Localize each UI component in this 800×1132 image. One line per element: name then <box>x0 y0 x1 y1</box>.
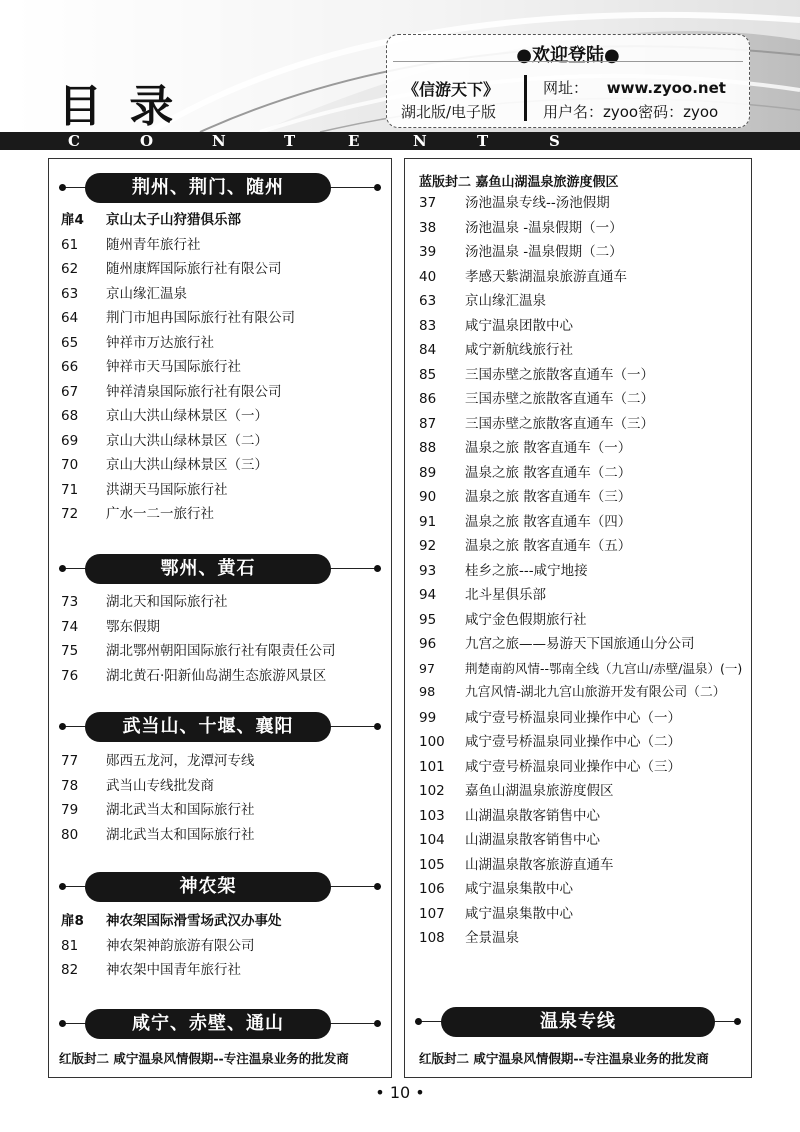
site-label: 网址： <box>543 79 589 97</box>
bullet-dot <box>59 565 66 572</box>
entry-title: 洪湖天马国际旅行社 <box>106 481 228 498</box>
toc-item[interactable] <box>61 798 255 823</box>
bullet-dot <box>374 565 381 572</box>
toc-item[interactable] <box>419 853 742 878</box>
entry-title: 荆门市旭冉国际旅行社有限公司 <box>106 310 295 326</box>
toc-item[interactable] <box>419 730 742 755</box>
cover-ad-note[interactable]: 蓝版封二 嘉鱼山湖温泉旅游度假区 <box>419 175 619 190</box>
page-number: 76 <box>61 667 79 684</box>
entry-title: 京山太子山狩猎俱乐部 <box>106 212 241 228</box>
entry-title: 神农架神韵旅游有限公司 <box>106 937 255 954</box>
page-number: 107 <box>419 905 445 922</box>
entry-title: 咸宁温泉集散中心 <box>465 881 573 897</box>
welcome-vertical-bar <box>524 75 527 121</box>
entry-title: 神农架中国青年旅行社 <box>106 962 241 978</box>
page-number: 70 <box>61 457 79 473</box>
entry-title: 三国赤壁之旅散客直通车（二） <box>465 391 654 407</box>
entry-title: 温泉之旅 散客直通车（一） <box>465 440 632 456</box>
user-credentials: 用户名：zyoo密码：zyoo <box>543 103 719 121</box>
contents-letter: S <box>549 132 560 150</box>
toc-item[interactable] <box>419 240 742 265</box>
page-number: 94 <box>419 587 437 603</box>
toc-item[interactable] <box>61 257 295 282</box>
bullet-dot <box>374 723 381 730</box>
page-number: 75 <box>61 643 79 659</box>
section-list <box>61 208 295 527</box>
section-title: 温泉专线 <box>441 1007 715 1037</box>
contents-letter: T <box>284 132 296 150</box>
toc-item[interactable] <box>419 534 742 559</box>
toc-item[interactable] <box>61 502 295 527</box>
brand-name: 《信游天下》 <box>403 80 500 99</box>
entry-title: 郧西五龙河，龙潭河专线 <box>106 753 255 769</box>
toc-item[interactable] <box>419 216 742 241</box>
toc-item[interactable] <box>419 779 742 804</box>
toc-item[interactable] <box>419 485 742 510</box>
entry-title: 神农架国际滑雪场武汉办事处 <box>106 913 282 929</box>
page-number: 83 <box>419 317 437 334</box>
bullet-dot <box>374 883 381 890</box>
page-number: 104 <box>419 832 445 848</box>
toc-item[interactable] <box>419 926 742 951</box>
toc-item[interactable] <box>61 749 255 774</box>
hot-spring-list <box>419 191 742 951</box>
entry-title: 山湖温泉散客旅游直通车 <box>465 856 614 873</box>
page-number: 63 <box>61 285 79 302</box>
page-number: 63 <box>419 293 437 309</box>
bullet-dot <box>59 883 66 890</box>
page-number: 68 <box>61 408 79 424</box>
page-number: 69 <box>61 432 79 449</box>
page-number: 91 <box>419 513 437 530</box>
entry-title: 湖北天和国际旅行社 <box>106 594 228 610</box>
entry-title: 随州青年旅行社 <box>106 236 201 253</box>
entry-title: 嘉鱼山湖温泉旅游度假区 <box>465 783 614 799</box>
bullet-dot <box>374 184 381 191</box>
page-number: 95 <box>419 611 437 628</box>
entry-title: 随州康辉国际旅行社有限公司 <box>106 261 282 277</box>
toc-item[interactable] <box>419 314 742 339</box>
toc-item[interactable] <box>61 664 336 689</box>
section-header <box>49 872 391 902</box>
entry-title: 山湖温泉散客销售中心 <box>465 832 600 848</box>
page-number: 98 <box>419 685 436 700</box>
right-toc-panel <box>404 158 752 1078</box>
toc-item[interactable] <box>419 608 742 633</box>
page-number: 71 <box>61 481 79 498</box>
page-number: 88 <box>419 440 437 456</box>
section-title: 咸宁、赤壁、通山 <box>85 1009 331 1039</box>
section-header <box>49 173 391 203</box>
site-line <box>543 77 726 98</box>
bullet-dot <box>59 1020 66 1027</box>
page-number: 103 <box>419 807 445 824</box>
page-number: 89 <box>419 464 437 481</box>
toc-item[interactable] <box>419 265 742 290</box>
entry-title: 全景温泉 <box>465 930 519 946</box>
entry-title: 湖北武当太和国际旅行社 <box>106 802 255 818</box>
section-title: 荆州、荆门、随州 <box>85 173 331 203</box>
page-number: 92 <box>419 538 437 554</box>
toc-item[interactable] <box>61 909 282 934</box>
page-number: 82 <box>61 962 79 978</box>
welcome-divider <box>393 61 743 62</box>
entry-title: 咸宁温泉团散中心 <box>465 317 573 334</box>
toc-item[interactable] <box>61 429 295 454</box>
toc-item[interactable] <box>419 387 742 412</box>
toc-item[interactable] <box>61 306 295 331</box>
section-list <box>61 590 336 688</box>
toc-item[interactable] <box>419 436 742 461</box>
toc-item[interactable] <box>61 958 282 983</box>
page-number: 90 <box>419 489 437 505</box>
toc-item[interactable] <box>61 331 295 356</box>
entry-title: 北斗星俱乐部 <box>465 587 546 603</box>
entry-title: 咸宁壹号桥温泉同业操作中心（二） <box>465 734 681 750</box>
toc-item[interactable] <box>61 774 255 799</box>
entry-title: 桂乡之旅---咸宁地接 <box>465 562 588 579</box>
page-number: 39 <box>419 244 437 260</box>
cover-ad-note[interactable]: 红版封二 咸宁温泉风情假期--专注温泉业务的批发商 <box>419 1051 709 1066</box>
entry-title: 温泉之旅 散客直通车（五） <box>465 538 632 554</box>
page-number: 73 <box>61 594 79 610</box>
toc-item[interactable] <box>419 755 742 780</box>
page-number: 78 <box>61 777 79 794</box>
toc-item[interactable] <box>419 681 742 706</box>
toc-item[interactable] <box>419 461 742 486</box>
entry-title: 钟祥市天马国际旅行社 <box>106 359 241 375</box>
left-toc-panel <box>48 158 392 1078</box>
page-number: 102 <box>419 783 445 799</box>
contents-letter: N <box>212 132 226 150</box>
section-list <box>61 909 282 983</box>
entry-title: 咸宁温泉集散中心 <box>465 905 573 922</box>
page-number: 67 <box>61 383 79 400</box>
toc-item[interactable] <box>419 632 742 657</box>
page-title: 目 录 <box>58 81 180 132</box>
section-header <box>49 712 391 742</box>
edition-label: 湖北版/电子版 <box>401 103 497 121</box>
entry-title: 京山大洪山绿林景区（三） <box>106 457 268 473</box>
entry-title: 咸宁壹号桥温泉同业操作中心（一） <box>465 709 681 726</box>
page-number: 105 <box>419 856 445 873</box>
toc-item[interactable] <box>61 590 336 615</box>
entry-title: 京山缘汇温泉 <box>106 285 187 302</box>
entry-title: 钟祥清泉国际旅行社有限公司 <box>106 383 282 400</box>
toc-item[interactable] <box>61 208 295 233</box>
page-number: 扉4 <box>61 212 84 228</box>
entry-title: 湖北武当太和国际旅行社 <box>106 826 255 843</box>
toc-item[interactable] <box>61 615 336 640</box>
toc-item[interactable] <box>419 289 742 314</box>
page-number: 80 <box>61 826 79 843</box>
page-number: 65 <box>61 334 79 351</box>
contents-letter: C <box>68 132 80 150</box>
entry-title: 九宫之旅——易游天下国旅通山分公司 <box>465 636 695 652</box>
toc-item[interactable] <box>61 233 295 258</box>
toc-item[interactable] <box>419 559 742 584</box>
entry-title: 温泉之旅 散客直通车（二） <box>465 464 632 481</box>
toc-item[interactable] <box>419 191 742 216</box>
page-number: 38 <box>419 219 437 236</box>
entry-title: 汤池温泉专线--汤池假期 <box>465 195 610 211</box>
section-title: 武当山、十堰、襄阳 <box>85 712 331 742</box>
welcome-title: ●欢迎登陆● <box>516 45 620 66</box>
page-number: 40 <box>419 268 437 285</box>
toc-item[interactable] <box>419 510 742 535</box>
page-number: 101 <box>419 758 445 775</box>
toc-item[interactable] <box>61 453 295 478</box>
toc-item[interactable] <box>419 412 742 437</box>
entry-title: 孝感天紫湖温泉旅游直通车 <box>465 268 627 285</box>
entry-title: 广水一二一旅行社 <box>106 506 214 522</box>
entry-title: 温泉之旅 散客直通车（四） <box>465 513 632 530</box>
page-number: 66 <box>61 359 79 375</box>
contents-letter: E <box>348 132 360 150</box>
entry-title: 京山缘汇温泉 <box>465 293 546 309</box>
section-header <box>49 1009 391 1039</box>
toc-item[interactable] <box>419 657 742 682</box>
entry-title: 湖北黄石·阳新仙岛湖生态旅游风景区 <box>106 667 327 684</box>
entry-title: 汤池温泉 -温泉假期（一） <box>465 219 623 236</box>
bullet-dot <box>734 1018 741 1025</box>
toc-item[interactable] <box>419 583 742 608</box>
page-number: 扉8 <box>61 913 84 929</box>
entry-title: 温泉之旅 散客直通车（三） <box>465 489 632 505</box>
toc-item[interactable] <box>61 282 295 307</box>
entry-title: 九宫风情-湖北九宫山旅游开发有限公司（二） <box>465 685 726 700</box>
page-number: 81 <box>61 937 79 954</box>
entry-title: 京山大洪山绿林景区（一） <box>106 408 268 424</box>
page-number: 106 <box>419 881 445 897</box>
page-number: 72 <box>61 506 79 522</box>
bullet-dot <box>59 723 66 730</box>
entry-title: 鄂东假期 <box>106 618 160 635</box>
toc-item[interactable] <box>419 363 742 388</box>
site-url[interactable]: www.zyoo.net <box>606 79 726 97</box>
toc-item[interactable] <box>61 639 336 664</box>
bullet-dot <box>374 1020 381 1027</box>
entry-title: 武当山专线批发商 <box>106 777 214 794</box>
toc-item[interactable] <box>419 877 742 902</box>
page-header <box>0 0 800 150</box>
entry-title: 湖北鄂州朝阳国际旅行社有限责任公司 <box>106 643 336 659</box>
page-number-footer: • 10 • <box>375 1083 425 1102</box>
page-number: 62 <box>61 261 79 277</box>
toc-item[interactable] <box>419 828 742 853</box>
page-number: 77 <box>61 753 79 769</box>
page-number: 100 <box>419 734 445 750</box>
page-number: 108 <box>419 930 445 946</box>
entry-title: 三国赤壁之旅散客直通车（一） <box>465 366 654 383</box>
page-number: 84 <box>419 342 437 358</box>
toc-item[interactable] <box>61 478 295 503</box>
welcome-login-box <box>386 34 750 128</box>
page-number: 86 <box>419 391 437 407</box>
toc-item[interactable] <box>419 706 742 731</box>
toc-item[interactable] <box>419 902 742 927</box>
contents-band <box>0 132 800 150</box>
section-header <box>49 554 391 584</box>
entry-title: 咸宁金色假期旅行社 <box>465 611 587 628</box>
page-number: 85 <box>419 366 437 383</box>
toc-item[interactable] <box>61 934 282 959</box>
entry-title: 钟祥市万达旅行社 <box>106 334 214 351</box>
contents-letter: N <box>413 132 427 150</box>
section-title: 神农架 <box>85 872 331 902</box>
page-number: 93 <box>419 562 437 579</box>
toc-item[interactable] <box>419 804 742 829</box>
page-number: 79 <box>61 802 79 818</box>
contents-letter: T <box>477 132 489 150</box>
entry-title: 咸宁壹号桥温泉同业操作中心（三） <box>465 758 681 775</box>
page-number: 61 <box>61 236 79 253</box>
bullet-dot <box>415 1018 422 1025</box>
page-number: 96 <box>419 636 437 652</box>
contents-letter: O <box>140 132 154 150</box>
toc-item[interactable] <box>61 404 295 429</box>
toc-item[interactable] <box>61 823 255 848</box>
entry-title: 荆楚南韵风情--鄂南全线（九宫山/赤壁/温泉）(一) <box>465 660 743 676</box>
bullet-dot <box>59 184 66 191</box>
page-number: 37 <box>419 195 437 211</box>
toc-item[interactable] <box>61 355 295 380</box>
page-number: 97 <box>419 660 435 676</box>
page-number: 87 <box>419 415 437 432</box>
page-number: 74 <box>61 618 79 635</box>
section-list <box>61 749 255 847</box>
entry-title: 三国赤壁之旅散客直通车（三） <box>465 415 654 432</box>
page-number: 64 <box>61 310 79 326</box>
section-header <box>405 1007 751 1037</box>
entry-title: 汤池温泉 -温泉假期（二） <box>465 244 623 260</box>
entry-title: 京山大洪山绿林景区（二） <box>106 432 268 449</box>
page-number: 99 <box>419 709 437 726</box>
toc-item[interactable] <box>61 380 295 405</box>
entry-title: 山湖温泉散客销售中心 <box>465 807 600 824</box>
entry-title: 咸宁新航线旅行社 <box>465 342 573 358</box>
toc-item[interactable] <box>419 338 742 363</box>
cover-ad-note[interactable]: 红版封二 咸宁温泉风情假期--专注温泉业务的批发商 <box>59 1051 349 1066</box>
section-title: 鄂州、黄石 <box>85 554 331 584</box>
